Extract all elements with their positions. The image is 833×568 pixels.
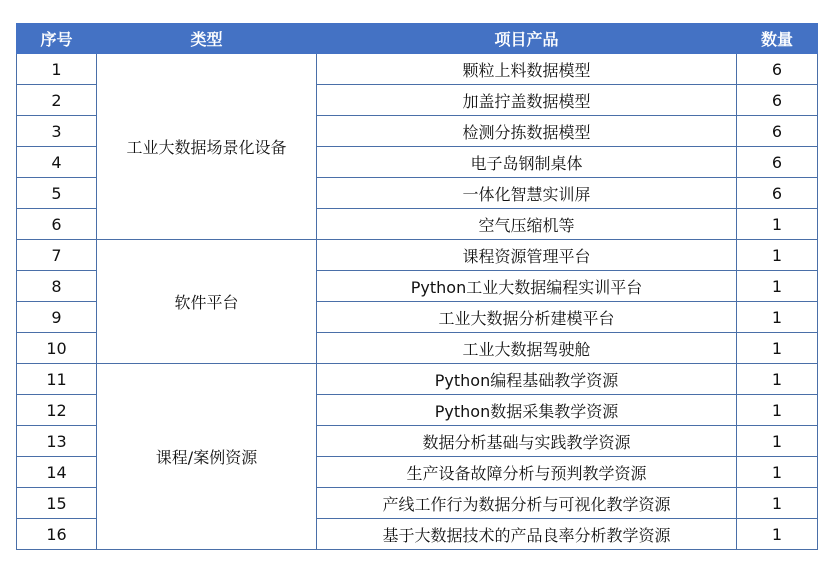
table-body bbox=[17, 54, 818, 550]
row-item: 电子岛钢制桌体 bbox=[317, 147, 737, 178]
row-qty: 1 bbox=[737, 271, 818, 302]
row-index: 3 bbox=[17, 116, 97, 147]
row-item: Python工业大数据编程实训平台 bbox=[317, 271, 737, 302]
row-item: 空气压缩机等 bbox=[317, 209, 737, 240]
row-qty: 1 bbox=[737, 457, 818, 488]
row-qty: 1 bbox=[737, 364, 818, 395]
row-item: 工业大数据驾驶舱 bbox=[317, 333, 737, 364]
row-qty: 6 bbox=[737, 147, 818, 178]
product-table bbox=[16, 23, 818, 550]
row-qty: 1 bbox=[737, 209, 818, 240]
row-item: 加盖拧盖数据模型 bbox=[317, 85, 737, 116]
row-item: 产线工作行为数据分析与可视化教学资源 bbox=[317, 488, 737, 519]
table-header bbox=[17, 24, 818, 54]
group-type-cell: 课程/案例资源 bbox=[97, 364, 317, 550]
row-qty: 1 bbox=[737, 333, 818, 364]
group-type-cell: 工业大数据场景化设备 bbox=[97, 54, 317, 240]
header-item: 项目产品 bbox=[317, 24, 737, 54]
row-qty: 1 bbox=[737, 426, 818, 457]
table-row bbox=[17, 54, 818, 85]
row-item: 生产设备故障分析与预判教学资源 bbox=[317, 457, 737, 488]
row-index: 5 bbox=[17, 178, 97, 209]
row-item: 基于大数据技术的产品良率分析教学资源 bbox=[317, 519, 737, 550]
row-index: 14 bbox=[17, 457, 97, 488]
row-item: 一体化智慧实训屏 bbox=[317, 178, 737, 209]
row-item: 数据分析基础与实践教学资源 bbox=[317, 426, 737, 457]
row-qty: 1 bbox=[737, 302, 818, 333]
row-item: Python编程基础教学资源 bbox=[317, 364, 737, 395]
row-index: 12 bbox=[17, 395, 97, 426]
header-type: 类型 bbox=[97, 24, 317, 54]
row-index: 8 bbox=[17, 271, 97, 302]
row-index: 1 bbox=[17, 54, 97, 85]
row-index: 13 bbox=[17, 426, 97, 457]
row-index: 15 bbox=[17, 488, 97, 519]
table-row bbox=[17, 240, 818, 271]
row-index: 11 bbox=[17, 364, 97, 395]
header-row bbox=[17, 24, 818, 54]
row-qty: 1 bbox=[737, 488, 818, 519]
header-qty: 数量 bbox=[737, 24, 818, 54]
row-item: 工业大数据分析建模平台 bbox=[317, 302, 737, 333]
header-index: 序号 bbox=[17, 24, 97, 54]
group-type-cell: 软件平台 bbox=[97, 240, 317, 364]
row-qty: 6 bbox=[737, 178, 818, 209]
row-index: 9 bbox=[17, 302, 97, 333]
row-qty: 6 bbox=[737, 85, 818, 116]
row-item: 课程资源管理平台 bbox=[317, 240, 737, 271]
row-index: 4 bbox=[17, 147, 97, 178]
row-qty: 1 bbox=[737, 240, 818, 271]
row-index: 10 bbox=[17, 333, 97, 364]
table-row bbox=[17, 364, 818, 395]
row-index: 16 bbox=[17, 519, 97, 550]
row-qty: 1 bbox=[737, 395, 818, 426]
row-qty: 6 bbox=[737, 54, 818, 85]
row-qty: 6 bbox=[737, 116, 818, 147]
row-index: 6 bbox=[17, 209, 97, 240]
row-index: 2 bbox=[17, 85, 97, 116]
row-qty: 1 bbox=[737, 519, 818, 550]
row-item: 检测分拣数据模型 bbox=[317, 116, 737, 147]
row-index: 7 bbox=[17, 240, 97, 271]
row-item: 颗粒上料数据模型 bbox=[317, 54, 737, 85]
row-item: Python数据采集教学资源 bbox=[317, 395, 737, 426]
